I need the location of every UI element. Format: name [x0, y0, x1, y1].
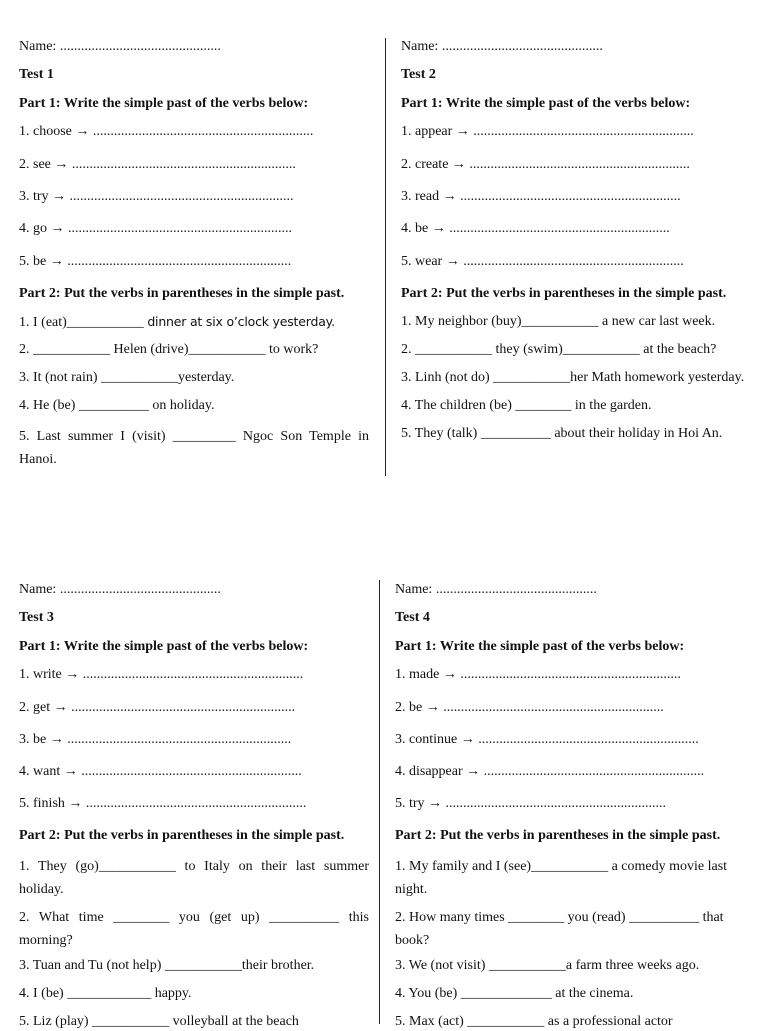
part1-item-3: 3. read → ...............................................................	[401, 189, 681, 204]
part2-item-3: 3. It (not rain) ___________yesterday.	[19, 370, 235, 385]
part2-item-2: 2. ___________ Helen (drive)___________ to work?	[19, 342, 319, 357]
test-title: Test 2	[401, 67, 436, 82]
part1-item-5: 5. finish → ...............................................................	[19, 796, 307, 811]
part2-item-4: 4. I (be) ____________ happy.	[19, 986, 192, 1001]
part1-item-1: 1. appear → ...............................................................	[401, 124, 694, 139]
part1-item-2: 2. create → ...............................................................	[401, 157, 690, 172]
part1-item-1: 1. choose → ...............................................................	[19, 124, 314, 139]
part2-item-1-tail: dinner at six o’clock yesterday.	[147, 314, 335, 329]
part2-item-2: 2. What time ________ you (get up) __________ this morning?	[19, 910, 369, 948]
part1-item-4: 4. disappear → ...............................................................	[395, 764, 705, 779]
part2-item-5: 5. Last summer I (visit) _________ Ngoc Son Temple in Hanoi.	[19, 429, 369, 467]
part1-item-1: 1. write → ...............................................................	[19, 667, 304, 682]
part2-item-4: 4. He (be) __________ on holiday.	[19, 398, 215, 413]
part1-item-2: 2. be → ...............................................................	[395, 700, 664, 715]
test-title: Test 4	[395, 610, 430, 625]
part2-item-5: 5. Liz (play) ___________ volleyball at the beach	[19, 1014, 299, 1029]
part2-heading: Part 2: Put the verbs in parentheses in the simple past.	[19, 286, 345, 301]
part1-item-2: 2. get → ................................................................	[19, 700, 296, 715]
part1-item-5: 5. wear → ...............................................................	[401, 254, 684, 269]
part2-item-3: 3. We (not visit) ___________a farm three weeks ago.	[395, 958, 700, 973]
part2-item-1: 1. They (go)___________ to Italy on their last summer holiday.	[19, 859, 369, 897]
part2-item-4: 4. You (be) _____________ at the cinema.	[395, 986, 634, 1001]
part1-item-1: 1. made → ...............................................................	[395, 667, 681, 682]
name-line: Name: ..............................................	[395, 582, 597, 597]
part1-item-3: 3. be → ................................................................	[19, 732, 292, 747]
name-line: Name: ..............................................	[401, 39, 603, 54]
part1-heading: Part 1: Write the simple past of the verbs below:	[401, 96, 691, 111]
part2-item-1: 1. My neighbor (buy)___________ a new car last week.	[401, 314, 716, 329]
column-divider-bottom	[379, 580, 380, 1024]
test-title: Test 1	[19, 67, 54, 82]
part1-item-3: 3. try → ................................................................	[19, 189, 294, 204]
part2-item-5: 5. Max (act) ___________ as a professional actor	[395, 1014, 673, 1029]
part1-item-2: 2. see → ................................................................	[19, 157, 296, 172]
part1-heading: Part 1: Write the simple past of the verbs below:	[19, 639, 309, 654]
part2-heading: Part 2: Put the verbs in parentheses in the simple past.	[401, 286, 727, 301]
part2-item-5: 5. They (talk) __________ about their holiday in Hoi An.	[401, 426, 723, 441]
name-line: Name: ..............................................	[19, 39, 221, 54]
part2-heading: Part 2: Put the verbs in parentheses in the simple past.	[395, 828, 721, 843]
part1-item-5: 5. try → ...............................................................	[395, 796, 667, 811]
part2-item-1	[19, 313, 335, 332]
part2-heading: Part 2: Put the verbs in parentheses in the simple past.	[19, 828, 345, 843]
part2-item-1: 1. My family and I (see)___________ a comedy movie last night.	[395, 859, 728, 897]
column-divider-top	[385, 38, 386, 476]
part2-item-3: 3. Tuan and Tu (not help) ___________their brother.	[19, 958, 315, 973]
part1-item-4: 4. want → ...............................................................	[19, 764, 302, 779]
part2-item-3: 3. Linh (not do) ___________her Math homework yesterday.	[401, 370, 745, 385]
part1-item-3: 3. continue → ...............................................................	[395, 732, 699, 747]
part1-item-4: 4. go → ................................................................	[19, 221, 292, 236]
test-title: Test 3	[19, 610, 54, 625]
part2-item-1-text: 1. I (eat)___________	[19, 315, 144, 330]
part1-heading: Part 1: Write the simple past of the verbs below:	[19, 96, 309, 111]
part2-item-2: 2. How many times ________ you (read) __________ that book?	[395, 910, 724, 948]
part2-item-2: 2. ___________ they (swim)___________ at the beach?	[401, 342, 717, 357]
name-line: Name: ..............................................	[19, 582, 221, 597]
part1-heading: Part 1: Write the simple past of the verbs below:	[395, 639, 685, 654]
part1-item-5: 5. be → ................................................................	[19, 254, 292, 269]
part2-item-4: 4. The children (be) ________ in the garden.	[401, 398, 652, 413]
part1-item-4: 4. be → ...............................................................	[401, 221, 670, 236]
